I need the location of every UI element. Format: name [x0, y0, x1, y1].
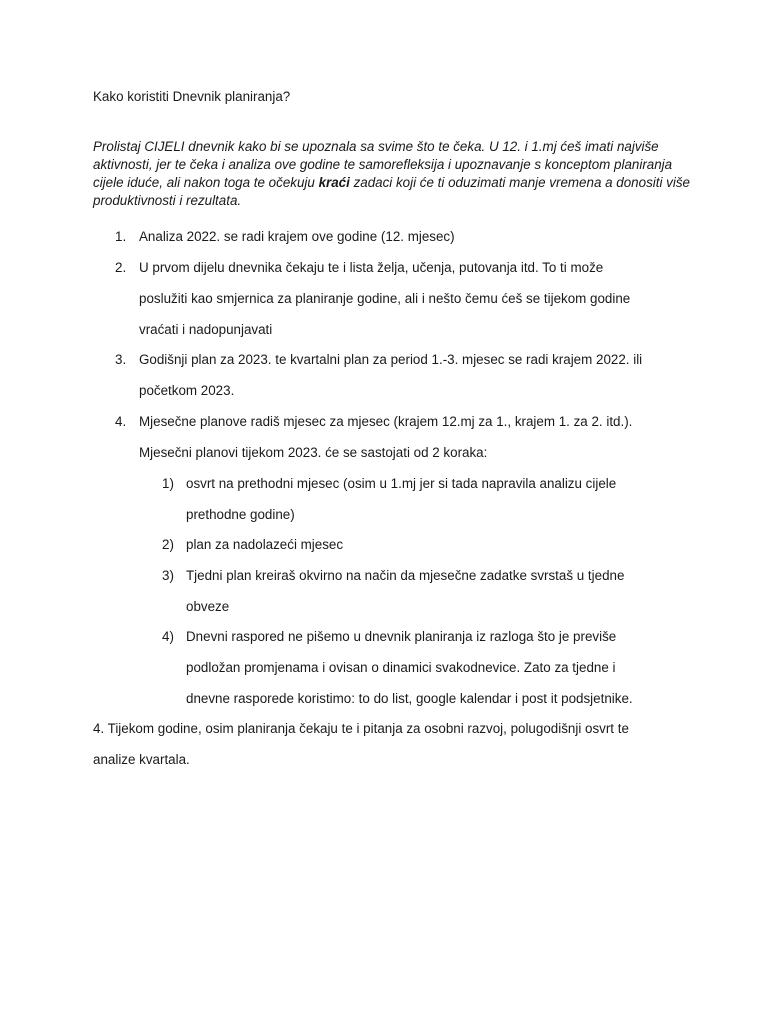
list-item-2-line-3: vraćati i nadopunjavati	[139, 322, 273, 337]
sublist-item-1-line-2: prethodne godine)	[186, 507, 295, 522]
list-item-2-line-2: poslužiti kao smjernica za planiranje godine, ali i nešto čemu ćeš se tijekom godine	[139, 291, 631, 306]
list-item-2-number: 2.	[115, 260, 127, 275]
sublist-item-1-line-1: osvrt na prethodni mjesec (osim u 1.mj jer si tada napravila analizu cijele	[186, 476, 617, 491]
list-item-4-line-1: Mjesečne planove radiš mjesec za mjesec (krajem 12.mj za 1., krajem 1. za 2. itd.).	[139, 414, 633, 429]
closing-line-2: analize kvartala.	[93, 752, 190, 767]
list-item-2-line-1: U prvom dijelu dnevnika čekaju te i lista želja, učenja, putovanja itd. To ti može	[139, 260, 604, 275]
list-item-1-number: 1.	[115, 229, 127, 244]
sublist-item-4-number: 4)	[162, 629, 174, 644]
sublist-item-4-line-3: dnevne rasporede koristimo: to do list, google kalendar i post it podsjetnike.	[186, 691, 633, 706]
list-item-3-line-1: Godišnji plan za 2023. te kvartalni plan za period 1.-3. mjesec se radi krajem 2022. ili	[139, 352, 643, 367]
sublist-item-4-line-1: Dnevni raspored ne pišemo u dnevnik planiranja iz razloga što je previše	[186, 629, 617, 644]
intro-paragraph	[93, 138, 693, 210]
list-item-3-line-2: početkom 2023.	[139, 383, 235, 398]
sublist-item-3-number: 3)	[162, 568, 174, 583]
document-title: Kako koristiti Dnevnik planiranja?	[93, 89, 291, 104]
closing-line-1: 4. Tijekom godine, osim planiranja čekaju te i pitanja za osobni razvoj, polugodišnji osvrt te	[93, 721, 629, 736]
list-item-1-line-1: Analiza 2022. se radi krajem ove godine (12. mjesec)	[139, 229, 455, 244]
sublist-item-4-line-2: podložan promjenama i ovisan o dinamici svakodnevice. Zato za tjedne i	[186, 660, 616, 675]
sublist-item-2-number: 2)	[162, 537, 174, 552]
list-item-4-number: 4.	[115, 414, 127, 429]
sublist-item-3-line-2: obveze	[186, 599, 230, 614]
list-item-4-line-2: Mjesečni planovi tijekom 2023. će se sastojati od 2 koraka:	[139, 445, 488, 460]
intro-text-end: zadaci koji će ti oduzimati manje vremena a donositi više produktivnosti i rezultata.	[93, 175, 690, 208]
sublist-item-3-line-1: Tjedni plan kreiraš okvirno na način da mjesečne zadatke svrstaš u tjedne	[186, 568, 625, 583]
intro-text-start: Prolistaj CIJELI dnevnik kako bi se upoznala sa svime što te čeka. U 12. i 1.mj ćeš imati najviše aktivnosti, jer te čeka i analiza ove godine te samorefleksija i upoznavanje s konceptom planiranja cijele iduće, ali nakon toga te očekuju	[93, 139, 673, 190]
sublist-item-2-line-1: plan za nadolazeći mjesec	[186, 537, 344, 552]
list-item-3-number: 3.	[115, 352, 127, 367]
intro-bold-word: kraći	[318, 175, 350, 190]
sublist-item-1-number: 1)	[162, 476, 174, 491]
